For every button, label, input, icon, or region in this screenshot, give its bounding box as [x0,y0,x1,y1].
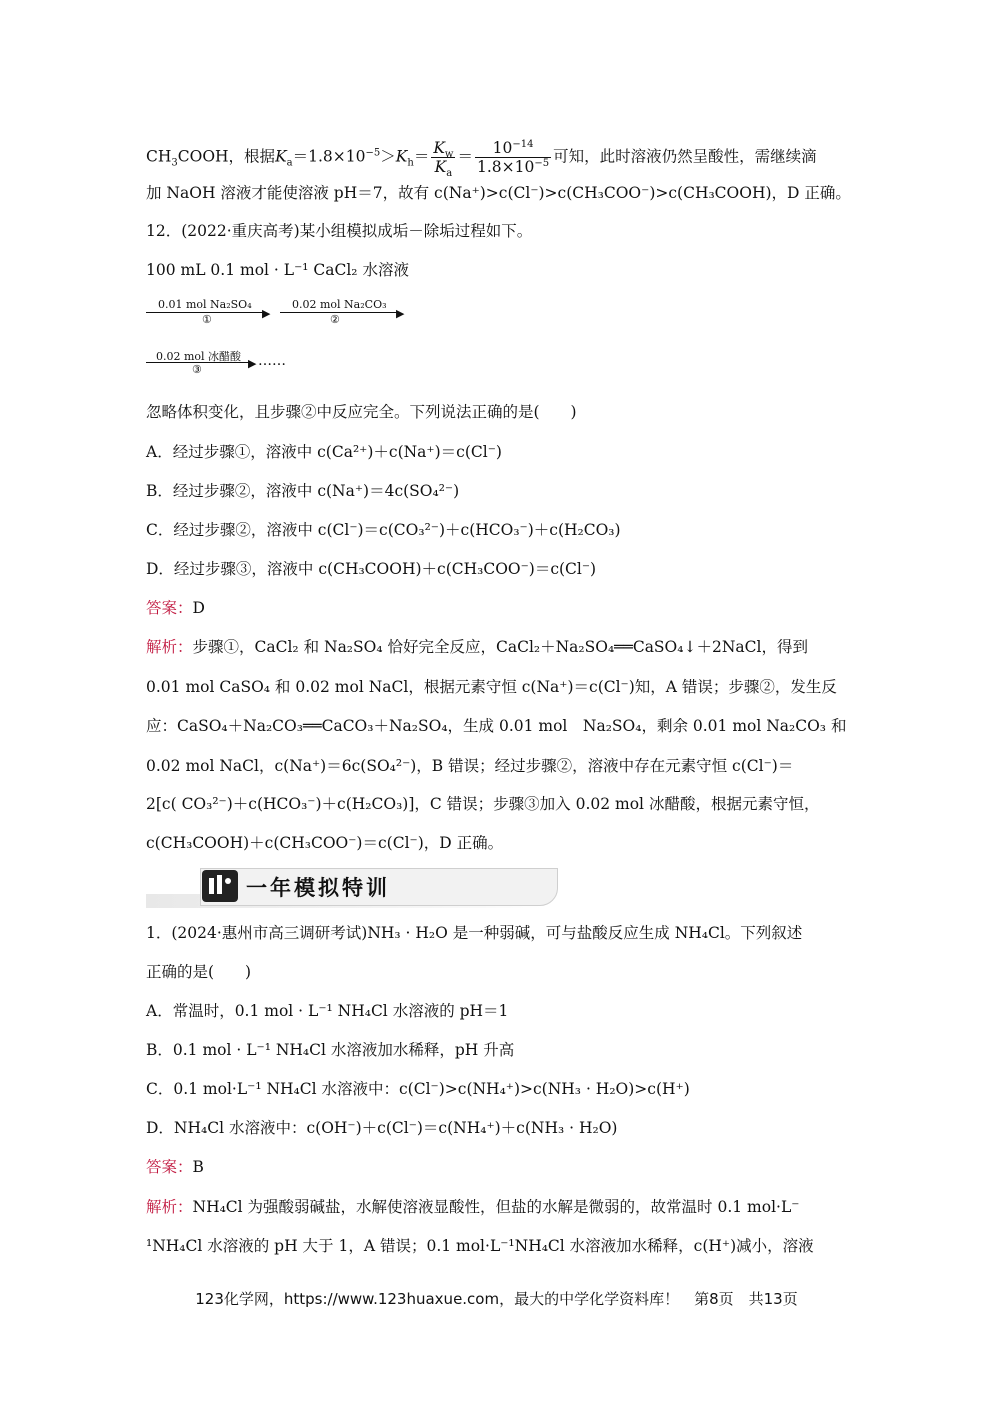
question-1-title: 1．(2024·惠州市高三调研考试)NH₃ · H₂O 是一种弱碱，可与盐酸反应生成 NH₄Cl。下列叙述 [146,924,803,942]
question-1-explanation-2: ¹NH₄Cl 水溶液的 pH 大于 1，A 错误；0.1 mol·L⁻¹NH₄Cl 水溶液加水稀释，c(H⁺)减小，溶液 [146,1237,814,1255]
text-seg: 可知，此时溶液仍然呈酸性，需继续滴 [553,147,817,166]
frac-num: K [433,139,445,157]
answer-label: 答案： [146,599,193,617]
answer-value: B [192,1158,204,1176]
question-1-title-cont: 正确的是( ) [146,963,252,981]
page-footer: 123化学网，https://www.123huaxue.com，最大的中学化学资料库！ 第8页 共13页 [195,1290,798,1308]
reaction-arrows-row-2: 0.02 mol 冰醋酸 ▶ ③ …… [146,348,346,378]
fraction-kw-ka: $\frac{K_w}{K_a}$ [433,139,454,180]
arrow-step-number: ① [202,313,212,326]
question-12-solution: 100 mL 0.1 mol · L⁻¹ CaCl₂ 水溶液 [146,261,409,279]
question-12-option-d: D．经过步骤③，溶液中 c(CH₃COOH)＋c(CH₃COO⁻)＝c(Cl⁻) [146,560,597,578]
question-1-option-a: A．常温时，0.1 mol · L⁻¹ NH₄Cl 水溶液的 pH＝1 [146,1002,509,1020]
question-1-explanation-1 [146,1196,799,1218]
question-12-option-b: B．经过步骤②，溶液中 c(Na⁺)＝4c(SO₄²⁻) [146,482,460,500]
arrow-step-number: ② [330,313,340,326]
question-1-answer [146,1156,204,1178]
question-12-title: 12．(2022·重庆高考)某小组模拟成垢－除垢过程如下。 [146,222,533,240]
arrow-label: 0.01 mol Na₂SO₄ [158,298,252,311]
reaction-arrows-row-1: 0.01 mol Na₂SO₄ ▶ ① 0.02 mol Na₂CO₃ ▶ ② [146,298,446,328]
text-seg: COOH，根据 [177,147,276,166]
text-ch3: CH [146,147,172,166]
arrow-label: 0.02 mol Na₂CO₃ [292,298,387,311]
text-seg: ＞ [380,147,396,166]
explanation-label: 解析： [146,1198,193,1216]
answer-value: D [192,599,205,617]
fraction-values: $\frac{10^{-14}}{1.8\times 10^{-5}}$ [477,138,550,176]
question-12-explanation-5: 2[c( CO₃²⁻)＋c(HCO₃⁻)＋c(H₂CO₃)]，C 错误；步骤③加入 0.02 mol 冰醋酸，根据元素守恒， [146,795,820,813]
arrow-step-number: ③ [192,363,202,376]
frac-num: 10 [492,139,513,157]
question-1-option-b: B．0.1 mol · L⁻¹ NH₄Cl 水溶液加水稀释，pH 升高 [146,1041,515,1059]
text-line-2: 加 NaOH 溶液才能使溶液 pH＝7，故有 c(Na⁺)>c(Cl⁻)>c(CH₃COO⁻)>c(CH₃COOH)，D 正确。 [146,184,851,202]
book-icon [202,870,238,902]
question-12-explanation-6: c(CH₃COOH)＋c(CH₃COO⁻)＝c(Cl⁻)，D 正确。 [146,834,504,852]
text-seg: ＝ [413,147,430,166]
question-12-explanation-4: 0.02 mol NaCl，c(Na⁺)＝6c(SO₄²⁻)，B 错误；经过步骤②，溶液中存在元素守恒 c(Cl⁻)＝ [146,757,794,775]
question-12-explanation-2: 0.01 mol CaSO₄ 和 0.02 mol NaCl，根据元素守恒 c(Na⁺)＝c(Cl⁻)知，A 错误；步骤②，发生反 [146,678,837,696]
ellipsis: …… [258,353,286,369]
question-12-answer [146,597,205,619]
section-title: 一年模拟特训 [246,876,390,900]
question-12-explanation-1 [146,636,808,658]
explanation-label: 解析： [146,638,193,656]
question-12-option-a: A．经过步骤①，溶液中 c(Ca²⁺)＋c(Na⁺)＝c(Cl⁻) [146,443,502,461]
answer-label: 答案： [146,1158,193,1176]
explanation-text: NH₄Cl 为强酸弱碱盐，水解使溶液显酸性，但盐的水解是微弱的，故常温时 0.1 mol·L⁻ [192,1198,800,1216]
question-12-option-c: C．经过步骤②，溶液中 c(Cl⁻)＝c(CO₃²⁻)＋c(HCO₃⁻)＋c(H₂CO₃) [146,521,621,539]
text-line-1: $CH_3COOH$，根据$K_a=1.8\times 10^{-5}>K_h=$ $\frac{K_w}{K_a}$ ＝ $\frac{10^{-14}}{1.8\times 10^{-5}}$ 可知，此时溶液仍然呈酸性，需继续滴 [146,138,817,180]
section-banner [146,864,544,908]
arrow-label: 0.02 mol 冰醋酸 [156,350,242,363]
explanation-text: 步骤①，CaCl₂ 和 Na₂SO₄ 恰好完全反应，CaCl₂＋Na₂SO₄══CaSO₄↓＋2NaCl，得到 [192,638,808,656]
frac-den: K [434,158,447,176]
question-12-explanation-3: 应：CaSO₄＋Na₂CO₃══CaCO₃＋Na₂SO₄，生成 0.01 mol Na₂SO₄，剩余 0.01 mol Na₂CO₃ 和 [146,717,847,735]
frac-den: 1.8×10 [477,158,535,176]
question-1-option-c: C．0.1 mol·L⁻¹ NH₄Cl 水溶液中：c(Cl⁻)>c(NH₄⁺)>c(NH₃ · H₂O)>c(H⁺) [146,1080,690,1098]
question-1-option-d: D．NH₄Cl 水溶液中：c(OH⁻)＋c(Cl⁻)＝c(NH₄⁺)＋c(NH₃ · H₂O) [146,1119,618,1137]
question-12-stem: 忽略体积变化，且步骤②中反应完全。下列说法正确的是( ) [146,403,577,421]
text-seg: ＝1.8×10 [292,147,366,166]
